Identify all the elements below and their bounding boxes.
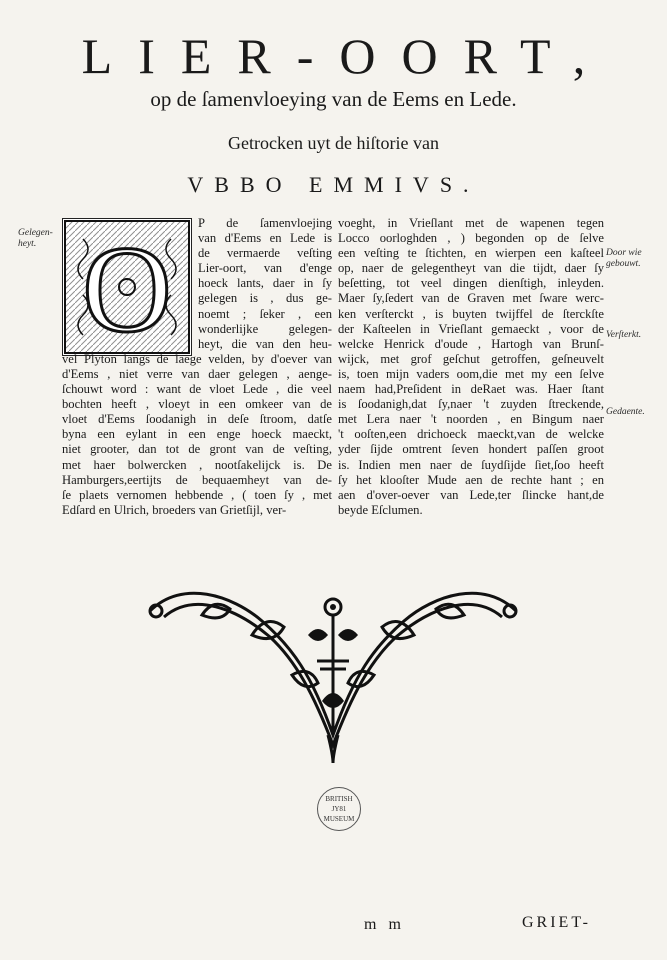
text-line: aen d'over-oever van Lede,ter ſlincke hant,de bbox=[338, 487, 604, 502]
text-line: yder ſijde omtrent ſeven hondert paſſen groot bbox=[338, 442, 604, 457]
page-title: LIER-OORT, bbox=[81, 28, 612, 84]
text-line: Edſard en Ulrich, broeders van Grietſijl, ver- bbox=[62, 502, 287, 517]
text-line: is. Indien men naer de ſuydſijde ſiet,ſoo heeft bbox=[338, 457, 604, 472]
text-line: met Lera naer 't noorden , en Bingum naer bbox=[338, 412, 604, 427]
decorative-tailpiece-ornament bbox=[142, 585, 524, 767]
text-line: is ſoodanigh,dat ſy,naer 't zuyden ſtreckende, bbox=[338, 397, 604, 412]
library-stamp: BRITISH JY81 MUSEUM bbox=[317, 787, 361, 831]
text-line: byna een eylant in een enge hoeck maeckt, bbox=[62, 427, 332, 442]
text-line: noemt ; ſeker , een bbox=[198, 306, 332, 321]
text-line: ſchouwt word : want de vloet Lede , die veel bbox=[62, 382, 332, 397]
text-line: 't ooſten,een drichoeck maeckt,van de welcke bbox=[338, 427, 604, 442]
text-column-right bbox=[338, 216, 604, 518]
margin-note-shape: Gedaente. bbox=[606, 407, 645, 417]
signature-mark: m m bbox=[364, 916, 405, 933]
drop-cap-letter: O bbox=[82, 221, 172, 355]
text-line: met haer bolwercken , nootſakelijck is. De bbox=[62, 457, 332, 472]
text-line: voeght, in Vrieſlant met de wapenen tegen bbox=[338, 216, 604, 230]
text-line: gelegen is , dus ge- bbox=[198, 291, 332, 306]
margin-note-location: Gelegen- heyt. bbox=[18, 228, 53, 249]
text-line: vel Plyton langs de laege velden, by d'oever van bbox=[62, 351, 332, 366]
text-line: van d'Eems en Lede is bbox=[198, 231, 332, 246]
text-line: ſe plaets vernomen hebbende , ( toen ſy , met bbox=[62, 487, 332, 502]
text-line: heyt, die van den heu- bbox=[198, 336, 332, 351]
text-line: ken verſterckt , is buyten twijffel de ſterckſte bbox=[338, 306, 604, 321]
text-line: welcke Henrick d'oude , Hartogh van Brunſ- bbox=[338, 336, 604, 351]
text-line: der Kaſteelen in Vrieſlant gemaeckt , voor de bbox=[338, 321, 604, 336]
text-line: naem had,Preſident in deRaet was. Haer ſtant bbox=[338, 382, 604, 397]
margin-note-builders: Door wie gebouwt. bbox=[606, 248, 642, 269]
margin-note-fortified: Verſterkt. bbox=[606, 330, 642, 340]
text-line: Lier-oort, van d'enge bbox=[198, 261, 332, 276]
text-line: P de ſamenvloejing bbox=[198, 216, 332, 230]
text-line: Maer ſy,ſedert van de Graven met ſware werc- bbox=[338, 291, 604, 306]
text-line: niet grooter, dan tot de gront van de veſting, bbox=[62, 442, 332, 457]
text-line: beyde Eſclumen. bbox=[338, 502, 423, 517]
text-line: is, toen mijn vaders oom,die met my een ſelve bbox=[338, 366, 604, 381]
text-line: op, naer de gelegentheyt van die tijdt, daer ſy bbox=[338, 261, 604, 276]
text-column-left bbox=[62, 216, 332, 518]
text-line: vloet d'Eems ſoodanigh in deſe ſtroom, datſe bbox=[62, 412, 332, 427]
text-line: Locco oorloghden , ) begonden op de ſelve bbox=[338, 231, 604, 246]
text-line: Hamburgers,eertijts de bequaemheyt van de- bbox=[62, 472, 332, 487]
source-line: Getrocken uyt de hiſtorie van bbox=[228, 133, 439, 153]
text-line: beſetting, tot veel dingen dienſtigh, inleyden. bbox=[338, 276, 604, 291]
text-line: wijck, met grof geſchut getroffen, geſneuvelt bbox=[338, 351, 604, 366]
text-line: ſy het klooſter Mude aen de rechte hant ; en bbox=[338, 472, 604, 487]
catchword: GRIET- bbox=[522, 914, 591, 931]
text-line: een veſting te ſtichten, en wierpen een kaſteel bbox=[338, 246, 604, 261]
text-line: d'Eems , niet verre van daer gelegen , aenge- bbox=[62, 366, 332, 381]
author-name: VBBO EMMIVS. bbox=[187, 172, 480, 197]
text-line: wonderlijke gelegen- bbox=[198, 321, 332, 336]
page-subtitle: op de ſamenvloeying van de Eems en Lede. bbox=[150, 87, 517, 111]
text-line: de vermaerde veſting bbox=[198, 246, 332, 261]
text-line: hoeck lants, daer in ſy bbox=[198, 276, 332, 291]
text-line: bochten heeft , vloeyt in een omkeer van de bbox=[62, 397, 332, 412]
